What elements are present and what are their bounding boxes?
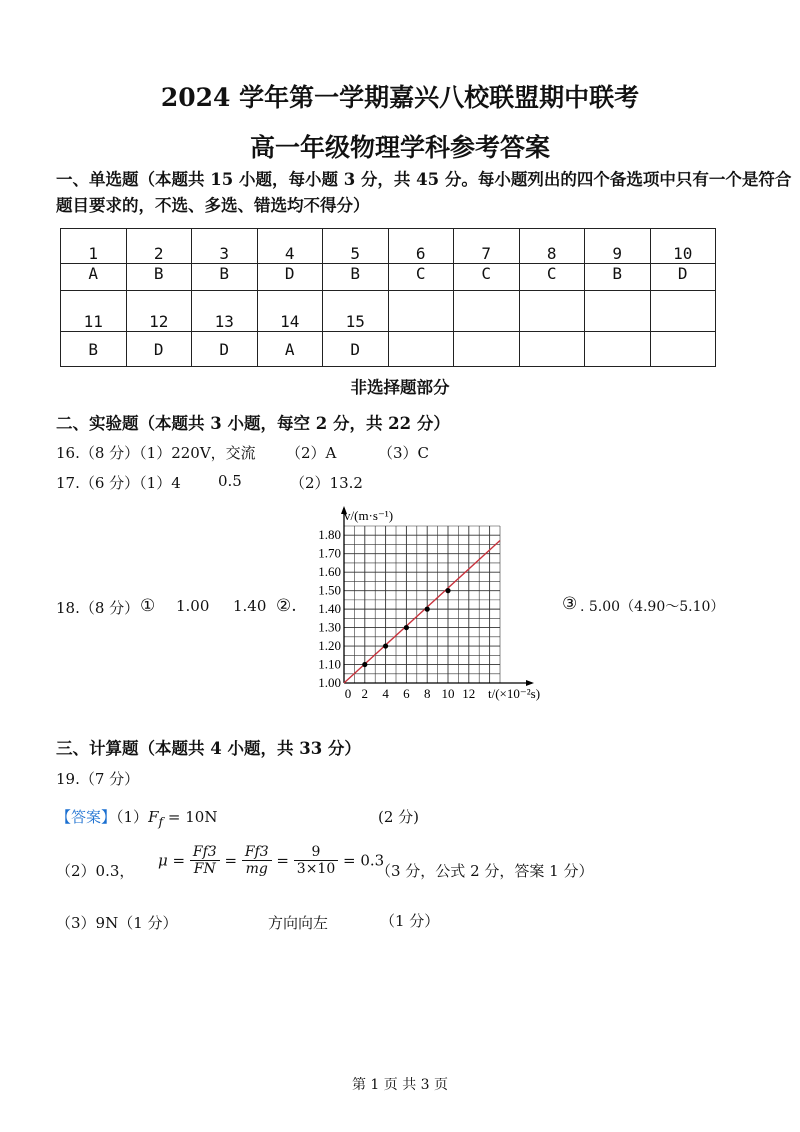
q19-part2-formula: μ = $\frac{Ff3}{FN}$ = $\frac{Ff3}{mg}$ = $\frac{9}{3\times 10}$ = 0.3: [158, 844, 385, 877]
q18-answer-3: . 5.00（4.90～5.10）: [580, 599, 725, 615]
q19-part1-eq: = 10N: [163, 808, 218, 826]
mu-result: = 0.3: [343, 851, 385, 870]
answer-table-row-answers-1: [61, 264, 716, 291]
answer-tag: 【答案】: [56, 808, 117, 826]
answer-cell: C: [388, 264, 454, 291]
question-number-cell: 14: [257, 291, 323, 332]
question-number-cell: [650, 291, 716, 332]
question-number-cell: 7: [454, 229, 520, 264]
fraction-3-numerator: 9: [294, 844, 338, 861]
q19-part1-score: (2 分): [378, 808, 420, 826]
exam-title: 2024 学年第一学期嘉兴八校联盟期中联考: [160, 83, 640, 112]
question-number-cell: [454, 291, 520, 332]
q19-part1-var: F: [148, 808, 159, 826]
fraction-3-denominator: 3×10: [296, 861, 336, 877]
y-tick-label: 1.10: [318, 656, 341, 672]
question-number-cell: [585, 291, 651, 332]
x-tick-label: 8: [423, 686, 431, 701]
question-number-cell: 6: [388, 229, 454, 264]
answer-cell: [388, 332, 454, 367]
y-tick-label: 1.20: [318, 638, 341, 654]
x-axis-label: t/(×10⁻²s): [488, 686, 541, 701]
q16-part2: （2）A: [286, 444, 337, 462]
section3-heading: 三、计算题（本题共 4 小题，共 33 分）: [56, 739, 361, 758]
y-tick-label: 1.70: [318, 545, 341, 561]
answer-cell: B: [323, 264, 389, 291]
q19-part1-prefix: （1）: [116, 808, 149, 826]
answer-table-row-answers-2: [61, 332, 716, 367]
question-number-cell: 8: [519, 229, 585, 264]
answer-table-row-numbers-1: [61, 229, 716, 264]
question-number-cell: 2: [126, 229, 192, 264]
nonchoice-heading: 非选择题部分: [350, 378, 450, 397]
y-tick-label: 1.40: [318, 601, 341, 617]
answer-cell: B: [192, 264, 258, 291]
q18-circle-1: ①: [140, 596, 156, 616]
question-number-cell: [519, 291, 585, 332]
section1-heading-line1: 一、单选题（本题共 15 小题，每小题 3 分，共 45 分。每小题列出的四个备选项中只有一个是符合: [56, 170, 792, 189]
fit-line: [344, 540, 500, 683]
answer-cell: C: [519, 264, 585, 291]
question-number-cell: 9: [585, 229, 651, 264]
mu-symbol: μ =: [158, 851, 186, 870]
page-footer: 第 1 页 共 3 页: [351, 1077, 449, 1093]
answer-cell: A: [61, 264, 127, 291]
q17-part2: （2）13.2: [290, 474, 363, 492]
fraction-2-denominator: mg: [245, 861, 268, 877]
q18-circle-3: ③: [562, 594, 578, 614]
answer-cell: C: [454, 264, 520, 291]
question-number-cell: 13: [192, 291, 258, 332]
question-number-cell: 15: [323, 291, 389, 332]
y-axis-label: v/(m·s⁻¹): [344, 508, 394, 523]
answer-cell: D: [323, 332, 389, 367]
q19-part3-direction: 方向向左: [268, 914, 329, 932]
question-number-cell: 10: [650, 229, 716, 264]
graph-grid: [344, 526, 500, 683]
answer-table-row-numbers-2: [61, 291, 716, 332]
graph-fit-line: [344, 540, 500, 683]
exam-subtitle: 高一年级物理学科参考答案: [249, 133, 550, 162]
q17-part1b: 0.5: [218, 472, 242, 490]
q19-part2-prefix: （2）0.3，: [56, 862, 135, 880]
answer-cell: [585, 332, 651, 367]
vt-graph: [300, 500, 570, 705]
q16-part3: （3）C: [378, 444, 430, 462]
x-tick-label: 6: [403, 686, 410, 701]
answer-cell: [650, 332, 716, 367]
y-tick-label: 1.50: [318, 582, 341, 598]
fraction-ff3-mg: [242, 844, 272, 877]
y-tick-label: 1.00: [318, 675, 341, 690]
answer-cell: D: [126, 332, 192, 367]
question-number-cell: 1: [61, 229, 127, 264]
q18-answer-1: 1.00: [176, 597, 210, 615]
answer-cell: A: [257, 332, 323, 367]
x-tick-label: 4: [382, 686, 389, 701]
x-tick-label: 10: [441, 686, 455, 701]
q19-part1-sub: f: [158, 814, 164, 829]
q18-answer-2: 1.40: [233, 597, 267, 615]
answer-cell: [519, 332, 585, 367]
q19-part1: [56, 806, 217, 829]
question-number-cell: 12: [126, 291, 192, 332]
q18-label: 18.（8 分）: [56, 599, 140, 617]
data-point: [445, 588, 450, 593]
x-tick-label: 12: [462, 686, 476, 701]
y-tick-label: 1.30: [318, 619, 341, 635]
answer-cell: B: [61, 332, 127, 367]
question-number-cell: 3: [192, 229, 258, 264]
question-number-cell: 4: [257, 229, 323, 264]
q17-label: 17.（6 分）（1）4: [56, 474, 181, 492]
data-point: [425, 607, 430, 612]
section1-heading-line2: 题目要求的，不选、多选、错选均不得分）: [56, 196, 370, 215]
data-point: [383, 643, 388, 648]
section2-heading: 二、实验题（本题共 3 小题，每空 2 分，共 22 分）: [56, 414, 450, 433]
q16-label: 16.（8 分）（1）220V，交流: [56, 444, 256, 462]
answer-cell: B: [126, 264, 192, 291]
question-number-cell: [388, 291, 454, 332]
answer-cell: D: [257, 264, 323, 291]
question-number-cell: 11: [61, 291, 127, 332]
answer-cell: B: [585, 264, 651, 291]
q19-part3-score: （1 分）: [380, 912, 440, 930]
x-tick-label: 0: [344, 686, 352, 701]
question-number-cell: 5: [323, 229, 389, 264]
q18-circle-2: ②.: [276, 596, 297, 616]
data-point: [404, 625, 409, 630]
q19-label: 19.（7 分）: [56, 770, 140, 788]
q19-part3: （3）9N（1 分）: [56, 914, 178, 932]
fraction-1-denominator: FN: [193, 861, 216, 877]
answer-cell: D: [650, 264, 716, 291]
fraction-ff3-fn: [190, 844, 220, 877]
answer-cell: D: [192, 332, 258, 367]
fraction-2-numerator: Ff3: [242, 844, 272, 861]
x-tick-label: 2: [361, 686, 369, 701]
fraction-1-numerator: Ff3: [190, 844, 220, 861]
answer-cell: [454, 332, 520, 367]
y-tick-label: 1.80: [318, 527, 341, 543]
answer-table: [60, 228, 716, 367]
data-point: [362, 662, 367, 667]
fraction-9-30: [294, 844, 338, 877]
q19-part2-score: （3 分，公式 2 分，答案 1 分）: [376, 862, 594, 880]
y-tick-label: 1.60: [318, 564, 341, 580]
